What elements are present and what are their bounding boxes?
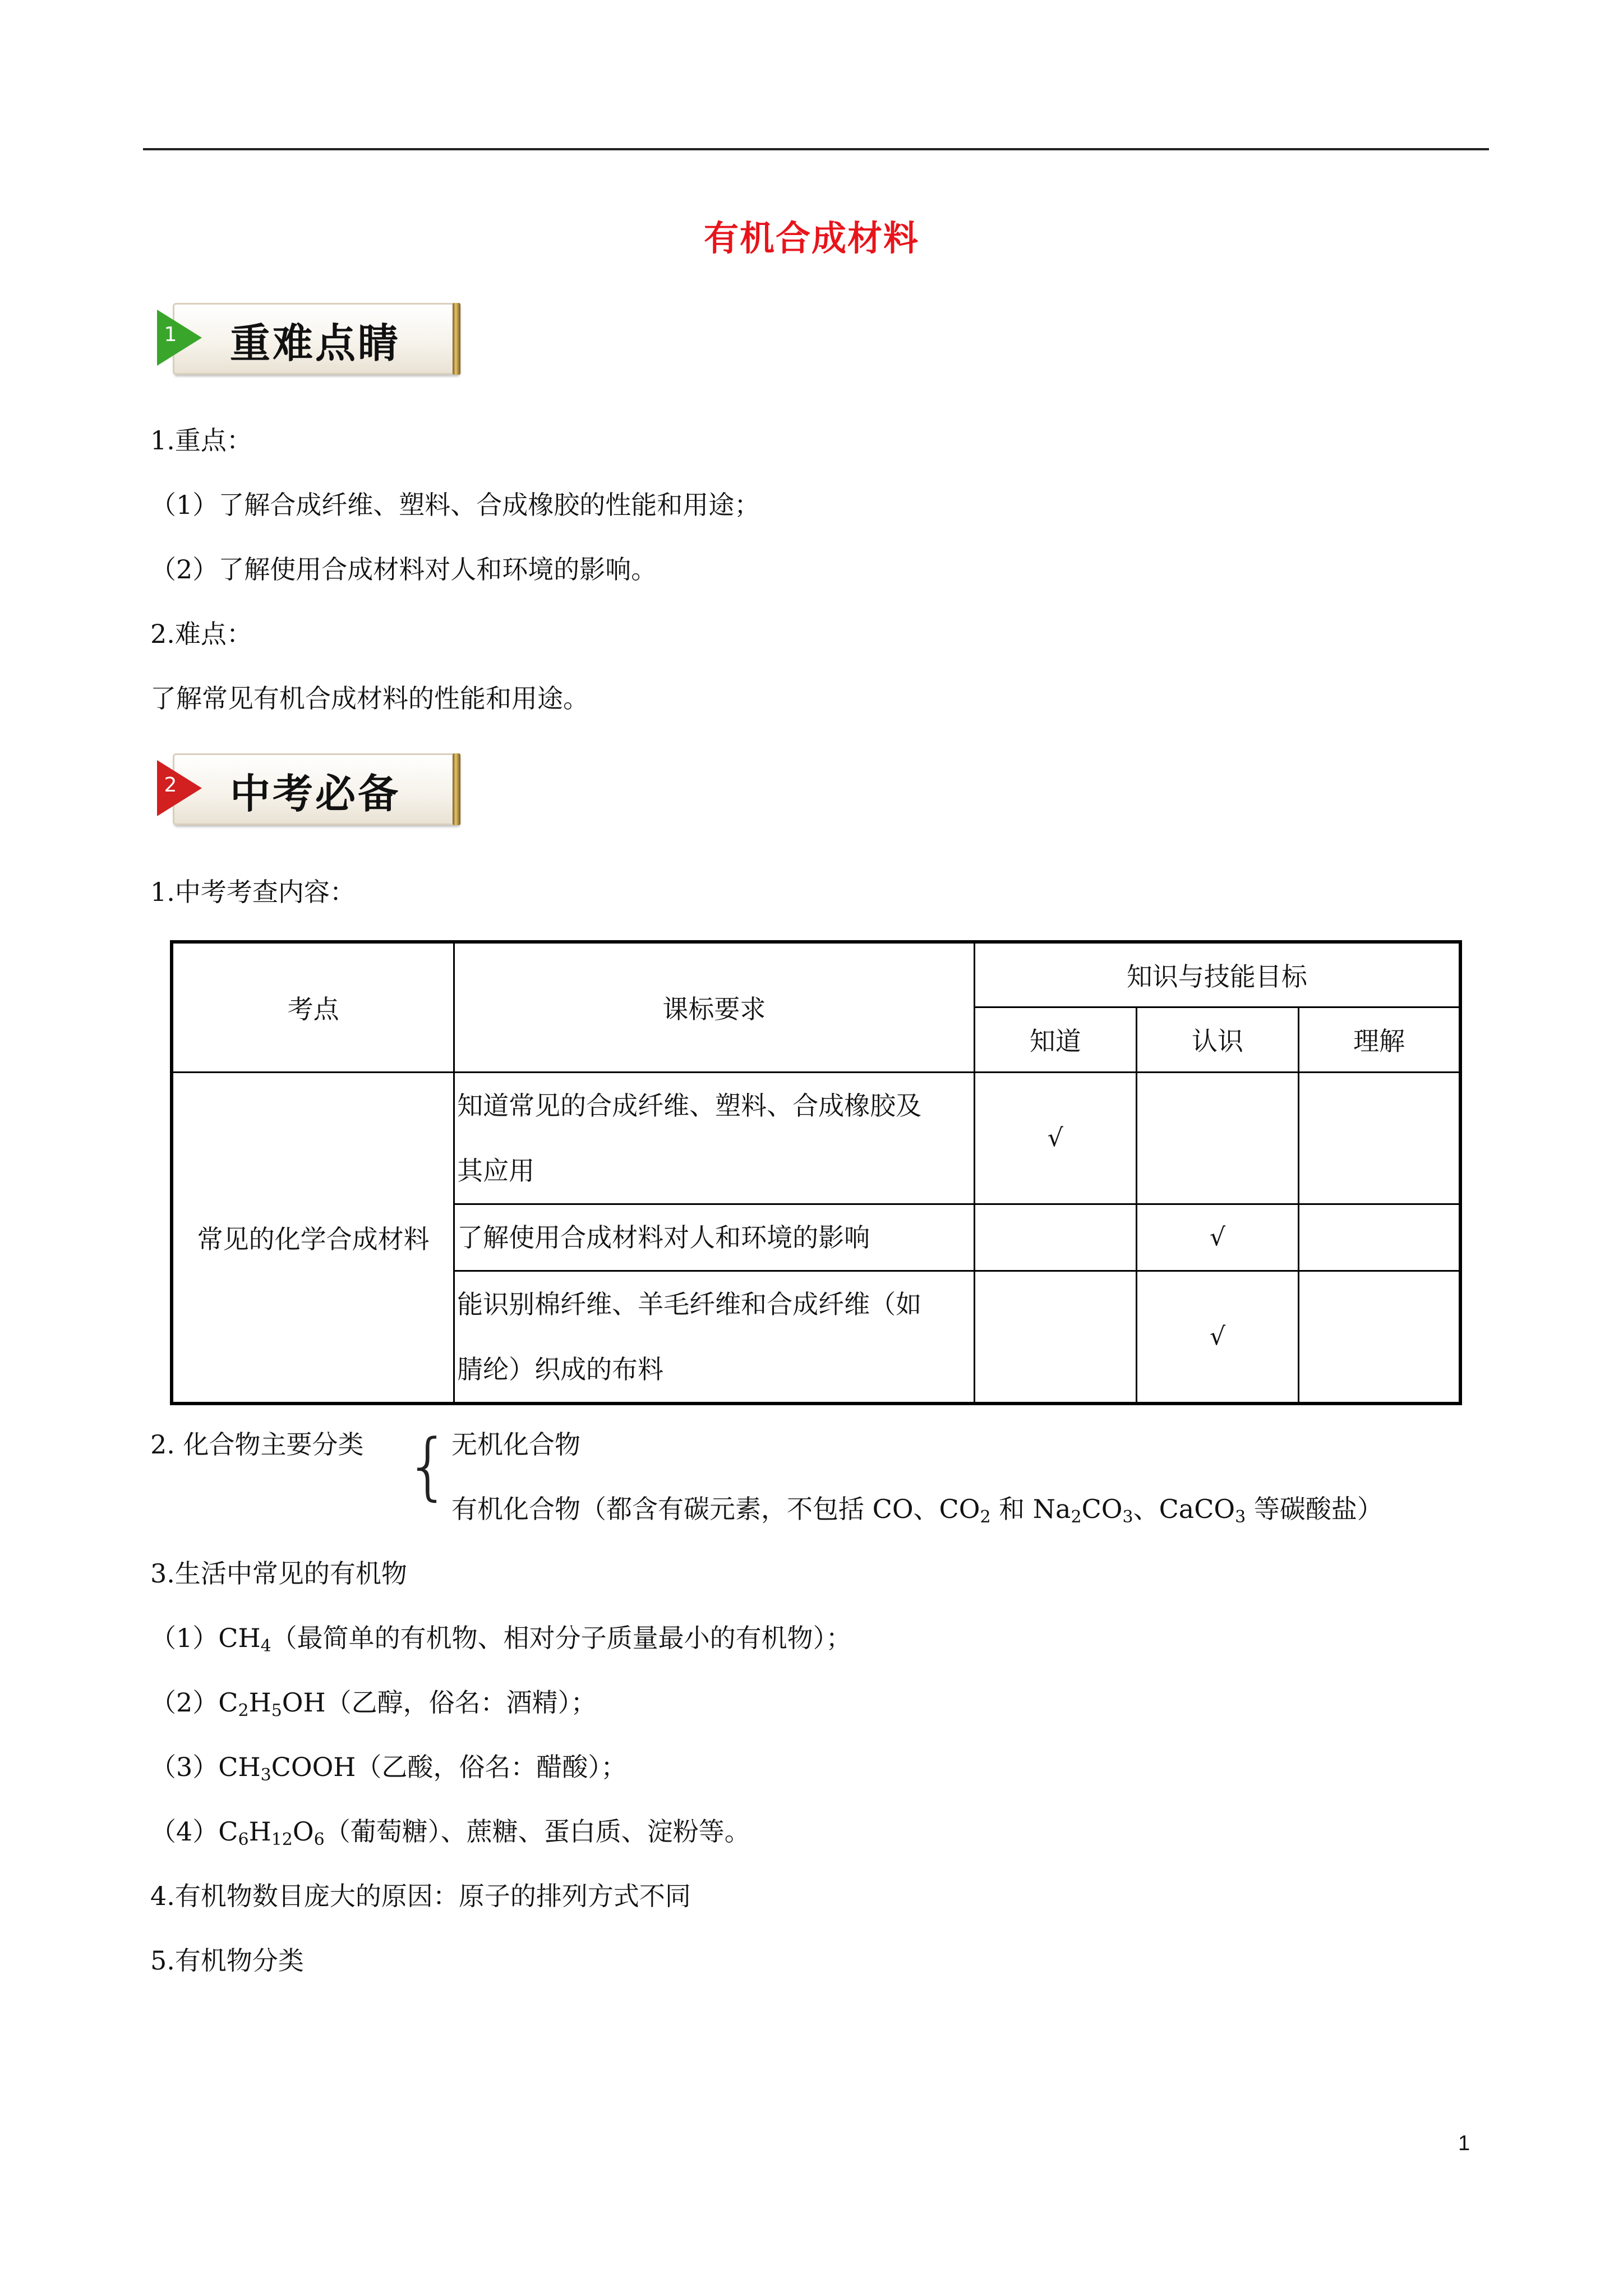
header-kaodian: 考点 xyxy=(172,942,454,1072)
section-number: 1 xyxy=(164,323,177,346)
organic-classification: 5.有机物分类 xyxy=(150,1945,304,1976)
inorganic-compound: 无机化合物 xyxy=(451,1429,580,1460)
check-renshi xyxy=(1136,1072,1298,1204)
common-organics-heading: 3.生活中常见的有机物 xyxy=(150,1558,407,1589)
key-point-1: （1）了解合成纤维、塑料、合成橡胶的性能和用途； xyxy=(150,490,760,520)
check-lijie xyxy=(1299,1072,1460,1204)
section-label: 重难点睛 xyxy=(230,320,401,367)
brace-icon: { xyxy=(405,1423,451,1508)
section-badge-2 xyxy=(151,748,468,827)
key-point-2: （2）了解使用合成材料对人和环境的影响。 xyxy=(150,554,657,585)
requirement-cell xyxy=(454,1204,975,1271)
requirement-line: 腈纶）织成的布料 xyxy=(457,1354,664,1384)
requirements-table xyxy=(170,940,1462,1405)
header-rule xyxy=(143,148,1489,150)
table-row xyxy=(172,1072,1460,1204)
header-goal: 知识与技能目标 xyxy=(974,942,1460,1007)
organic-item-1: $(1)CH_4$（最简单的有机物、相对分子质量最小的有机物）； xyxy=(150,1623,852,1656)
classification-heading: 2. 化合物主要分类 xyxy=(150,1429,364,1460)
badge-endbar xyxy=(453,303,460,375)
section-badge-1 xyxy=(151,297,468,377)
requirement-cell xyxy=(454,1072,975,1204)
check-zhidao xyxy=(974,1271,1136,1404)
section-number: 2 xyxy=(164,774,177,797)
requirement-cell xyxy=(454,1271,975,1404)
topic-cell: 常见的化学合成材料 xyxy=(172,1072,454,1404)
check-lijie xyxy=(1299,1204,1460,1271)
difficulty-heading: 2.难点： xyxy=(150,619,252,649)
check-renshi: √ xyxy=(1136,1204,1298,1271)
check-renshi: √ xyxy=(1136,1271,1298,1404)
page-number: 1 xyxy=(1458,2132,1470,2155)
header-zhidao: 知道 xyxy=(974,1007,1136,1072)
badge-endbar xyxy=(453,753,460,825)
requirement-line: 了解使用合成材料对人和环境的影响 xyxy=(457,1222,870,1253)
page-title: 有机合成材料 xyxy=(703,218,919,259)
organic-item-3: $(3)CH_3COOH$（乙酸，俗名：醋酸）； xyxy=(150,1752,627,1785)
requirement-line: 知道常见的合成纤维、塑料、合成橡胶及 xyxy=(457,1090,922,1121)
check-zhidao: √ xyxy=(974,1072,1136,1204)
organic-count-reason: 4.有机物数目庞大的原因：原子的排列方式不同 xyxy=(150,1881,691,1911)
exam-content-heading: 1.中考考查内容： xyxy=(150,877,356,907)
requirement-line: 其应用 xyxy=(457,1155,535,1186)
header-kebiao: 课标要求 xyxy=(454,942,975,1072)
organic-compound: 有机化合物（都含有碳元素，不包括 CO、$CO_2$ 和 $Na_2CO_3$、CaCO$_3$ 等碳酸盐） xyxy=(451,1494,1383,1527)
header-renshi: 认识 xyxy=(1136,1007,1298,1072)
check-lijie xyxy=(1299,1271,1460,1404)
check-zhidao xyxy=(974,1204,1136,1271)
header-lijie: 理解 xyxy=(1299,1007,1460,1072)
requirement-line: 能识别棉纤维、羊毛纤维和合成纤维（如 xyxy=(457,1289,922,1319)
organic-item-4: $(4)C_6H_{12}O_6$（葡萄糖）、蔗糖、蛋白质、淀粉等。 xyxy=(150,1816,750,1849)
difficulty-text: 了解常见有机合成材料的性能和用途。 xyxy=(150,683,589,714)
section-label: 中考必备 xyxy=(230,770,401,817)
key-point-heading: 1.重点： xyxy=(150,425,252,455)
organic-item-2: $(2)C_2H_5OH$（乙醇，俗名：酒精）； xyxy=(150,1687,597,1720)
